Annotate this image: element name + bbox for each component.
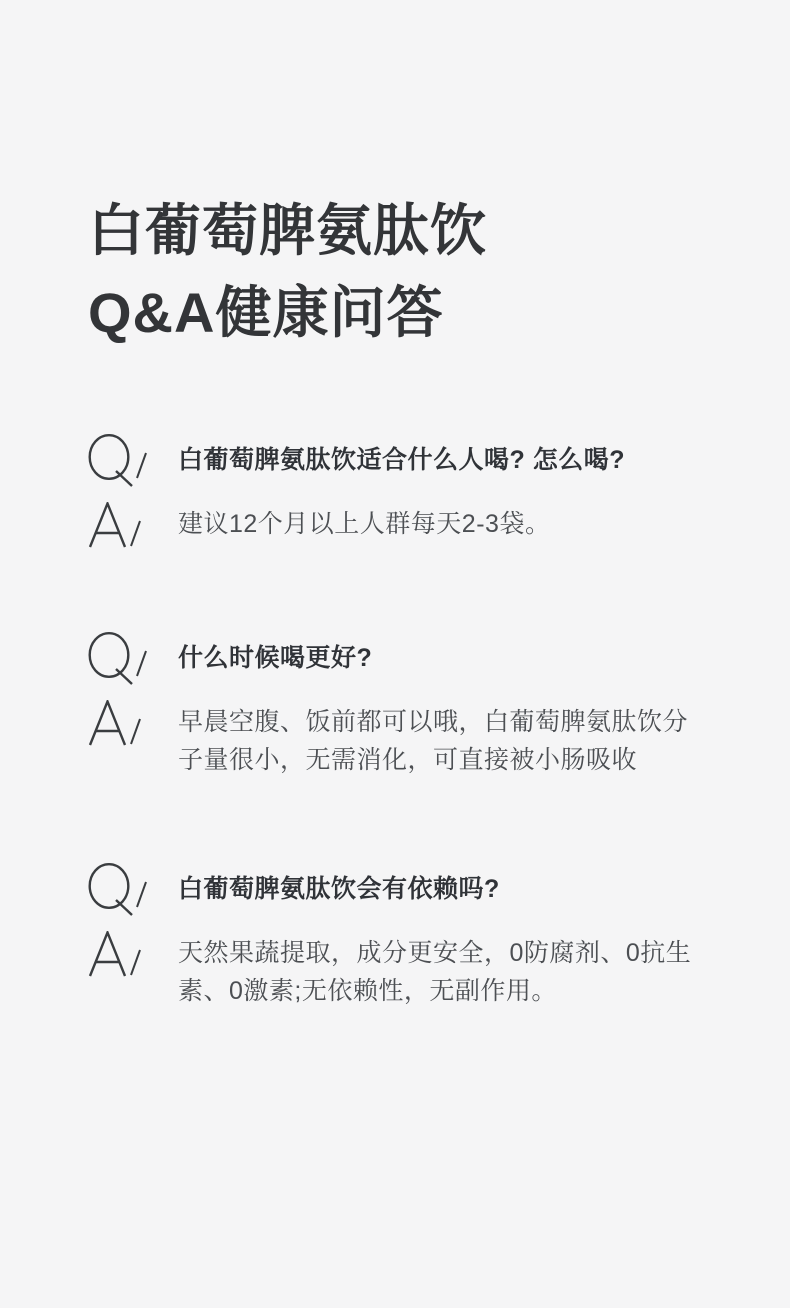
question-row [88, 861, 704, 917]
answer-mark [88, 502, 178, 548]
question-text: 白葡萄脾氨肽饮会有依赖吗? [178, 875, 500, 903]
q-letter-icon [88, 861, 150, 917]
page-title-line-1: 白葡萄脾氨肽饮 [88, 199, 487, 262]
answer-row [88, 931, 704, 1010]
question-text: 白葡萄脾氨肽饮适合什么人喝? 怎么喝? [178, 446, 625, 474]
qa-item [88, 630, 704, 779]
a-letter-icon [88, 700, 150, 746]
answer-mark [88, 931, 178, 977]
question-mark [88, 432, 178, 488]
q-letter-icon [88, 630, 150, 686]
answer-mark [88, 700, 178, 746]
answer-text: 建议12个月以上人群每天2-3袋。 [178, 510, 551, 538]
answer-text: 早晨空腹、饭前都可以哦，白葡萄脾氨肽饮分子量很小，无需消化，可直接被小肠吸收 [178, 708, 689, 774]
qa-item [88, 432, 704, 548]
question-mark [88, 861, 178, 917]
a-letter-icon [88, 502, 150, 548]
question-row [88, 630, 704, 686]
question-row [88, 432, 704, 488]
q-letter-icon [88, 432, 150, 488]
page-title-line-2: Q&A健康问答 [88, 281, 444, 344]
answer-row [88, 502, 704, 548]
a-letter-icon [88, 931, 150, 977]
answer-text: 天然果蔬提取，成分更安全，0防腐剂、0抗生素、0激素;无依赖性，无副作用。 [178, 939, 692, 1005]
question-text: 什么时候喝更好? [178, 644, 373, 672]
page-title [88, 190, 704, 354]
answer-row [88, 700, 704, 779]
question-mark [88, 630, 178, 686]
qa-item [88, 861, 704, 1010]
